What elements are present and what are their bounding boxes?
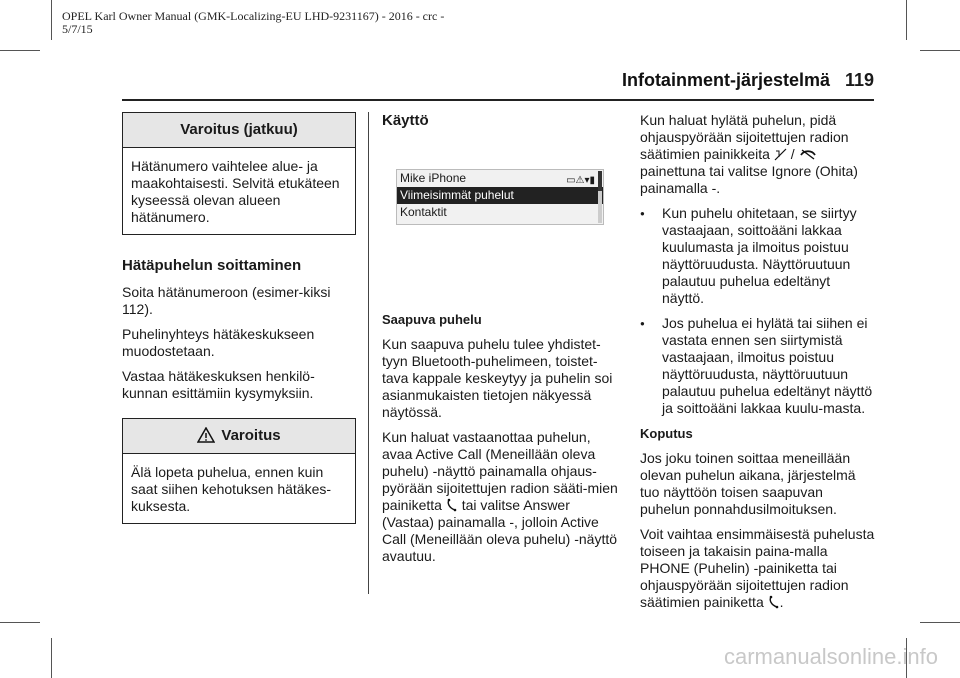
middle-column [382,112,618,573]
list-item [640,205,876,307]
crop-mark [51,638,52,678]
section-heading: Hätäpuhelun soittaminen [122,257,302,274]
document-header [62,10,444,36]
text-run: painettuna tai valitse Ignore (Ohita) painamalla -. [640,163,858,196]
subheading: Koputus [640,426,693,441]
paragraph: Puhelinyhteys hätäkeskukseen muodostetaan. [122,326,315,359]
section-title: Infotainment-järjestelmä [621,70,830,90]
column-divider [368,112,369,594]
section-heading: Käyttö [382,112,429,129]
screen-menu-item-contacts: Kontaktit [400,205,447,219]
screen-menu-item-recent-calls: Viimeisimmät puhelut [397,187,603,204]
right-column [640,112,876,619]
header-rule [122,99,874,101]
list-item [640,315,876,417]
phone-answer-icon [446,498,458,512]
doc-line-1: OPEL Karl Owner Manual (GMK-Localizing-EU LHD-9231167) - 2016 - crc - [62,9,445,23]
list-item-text: Kun puhelu ohitetaan, se siirtyy vastaajaan, soittoääni lakkaa kuulumasta ja ilmoitus poistuu näyttöruudusta. Näyttöruutuun palautuu puhelua edeltänyt näyttö. [662,205,857,306]
page-number: 119 [844,70,874,90]
crop-mark [0,50,40,51]
phone-reject-icon [799,148,817,160]
paragraph [382,429,618,565]
warning-box-text: Älä lopeta puhelua, ennen kuin saat siihen kehotuksen hätäkes-kuksesta. [131,464,332,514]
paragraph: Kun haluat hylätä puhelun, pidä ohjauspyörään sijoitettujen radion säätimien painikkeita / painettuna tai valitse Ignore (Ohita) painamalla -. [640,112,858,196]
warning-box-title: Varoitus (jatkuu) [123,113,355,148]
crop-mark [920,622,960,623]
crop-mark [51,0,52,40]
warning-box-title: Varoitus [221,427,281,444]
warning-box [122,418,356,524]
warning-box-continued [122,112,356,235]
crop-mark [920,50,960,51]
doc-line-2: 5/7/15 [62,22,93,36]
warning-triangle-icon [197,427,215,443]
subheading: Saapuva puhelu [382,312,482,327]
paragraph: Kun saapuva puhelu tulee yhdistet-tyyn Bluetooth-puhelimeen, toistet-tava kappale keskeytyy ja puhelin soi asianmukaisten tietojen näkyessä näytössä. [382,336,613,420]
bullet-marker: ● [640,209,645,218]
crop-mark [906,0,907,40]
text-run: . [779,594,784,610]
left-column [122,112,356,546]
paragraph: Soita hätänumeroon (esimer-kiksi 112). [122,284,331,317]
warning-box-text: Hätänumero vaihtelee alue- ja maakohtaisesti. Selvitä etukäteen kyseessä olevan alueen hätänumero. [131,158,340,225]
text-run: Kun haluat vastaanottaa puhelun, avaa Active Call (Meneillään oleva puhelu) -näyttö painamalla ohjaus-pyörään sijoitettujen radion sääti-mien painiketta [382,429,618,513]
status-icons: ▭⚠▾▮ [566,175,595,186]
list-item-text: Jos puhelua ei hylätä tai siihen ei vastata ennen sen siirtymistä vastaajaan, ilmoitus poistuu näyttöruudusta, näyttöruutuun palautuu puhelua edeltänyt näyttö ja soittoääni lakkaa kuulu-masta. [662,315,873,416]
text-run: Kun haluat hylätä puhelun, pidä ohjauspyörään sijoitettujen radion säätimien painikkeita [640,112,849,162]
running-head [622,70,830,91]
paragraph: Jos joku toinen soittaa meneillään olevan puhelun aikana, järjestelmä tuo näyttöön toisen saapuvan puhelun ponnahdusilmoituksen. [640,450,856,517]
crop-mark [0,622,40,623]
screen-title-row: Mike iPhone [400,171,467,185]
text-run: Voit vaihtaa ensimmäisestä puhelusta toiseen ja takaisin paina-malla PHONE (Puhelin) -painiketta tai ohjauspyörään sijoitettujen radion säätimien painiketta [640,526,875,610]
paragraph: Vastaa hätäkeskuksen henkilö-kunnan esittämiin kysymyksiin. [122,368,315,401]
watermark: carmanualsonline.info [723,644,938,669]
phone-answer-icon [768,595,780,609]
paragraph [640,526,876,611]
warning-box-header [123,419,355,454]
phone-screen-illustration [396,169,604,225]
bullet-marker: ● [640,319,645,328]
phone-mute-icon [774,148,787,161]
text-run: tai valitse Answer (Vastaa) painamalla -, jolloin Active Call (Meneillään oleva puhelu) -näyttö avautuu. [382,497,618,564]
screen-scroll-thumb [598,171,602,191]
